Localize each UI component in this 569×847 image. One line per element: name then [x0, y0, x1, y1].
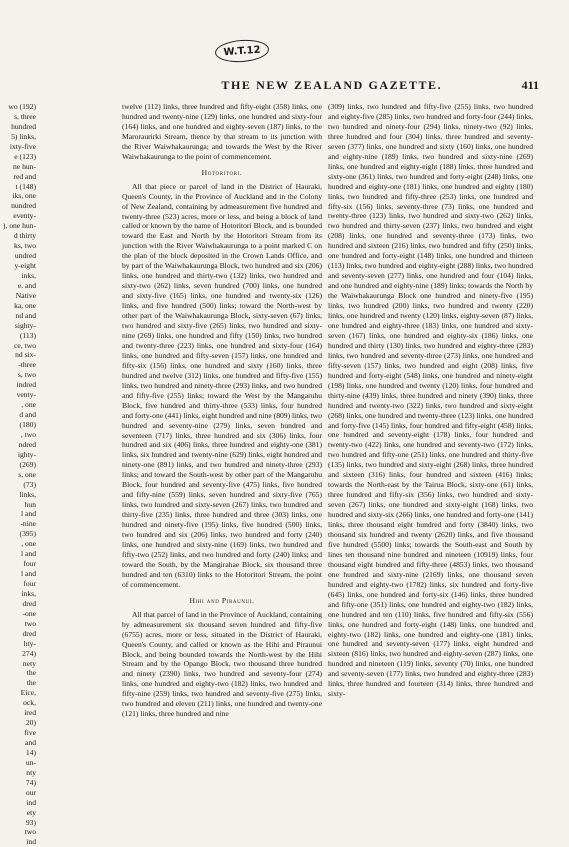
gutter-fragment: ka, one [14, 300, 36, 310]
gutter-fragment: nundred [11, 201, 36, 211]
gutter-fragment: two [24, 618, 36, 628]
section-paragraph-hotoritori: All that piece or parcel of land in the District of Hauraki, Queen's County, in the Province of Auckland and in the Colony of New Zealand, containing by admeasurement five hundred and twenty-three (523) acres, more or less, and being a block of land called or known by the name of Hotoritori Block, and is bounded toward the East and North by the Hotoritori Stream from its junction with the River Waiwhakaurunga to a point marked C on the plan of the block deposited in the Crown Lands Office, and by part of the Waiwhakaurunga Block, two hundred and six (206) links, one hundred and thirty-two (132) links, two hundred and sixty-two (262) links, seven hundred (700) links, one hundred and sixty-five (165) links, one hundred and twenty-six (126) links, and five hundred (500) links; toward the North-west by other part of the Waiwhakaurunga Block, sixty-seven (67) links, two hundred and sixty-five (265) links, two hundred and sixty-nine (269) links, one hundred and fifty (150) links, two hundred and twenty-three (223) links, one hundred and sixty-four (164) links, one hundred and fifty-seven (157) links, one hundred and fifty-six (156) links, one hundred and sixty (160) links, three hundred and twelve (312) links, one hundred and fifty-five (155) links, two hundred and ninety-three (293) links, and two hundred and fifty-five (255) links; toward the West by the Mangaruhu Block, five hundred and thirty-three (533) links, four hundred and forty-one (441) links, eight hundred and nine (809) links, two hundred and seventy-nine (279) links, seven hundred and seventeen (717) links, three hundred and six (306) links, four hundred and six (406) links, three hundred and eighty-one (381) links, six hundred and twenty-nine (629) links, eight hundred and ninety-one (891) links, and two hundred and ninety-three (293) links; and toward the South-west by other part of the Mangaruhu Block, four hundred and seventy-five (475) links, five hundred and fifty-nine (559) links, seven hundred and sixty-five (765) links, two hundred and sixty-seven (267) links, two hundred and thirty-five (235) links, three hundred and three (303) links, one hundred and ninety-five (195) links, five hundred (500) links, two hundred and six (206) links, two hundred and forty (240) links, one hundred and sixty-nine (169) links, two hundred and fifty-two (252) links, and two hundred and forty (240) links; and toward the South, by the Mangirahae Block, six thousand three hundred and ten (6310) links to the Hotoritori Stream, the point of commencement. [122, 181, 322, 589]
gutter-fragment: indred [16, 380, 36, 390]
gutter-fragment: our [25, 787, 36, 797]
gutter-fragment: s, three [14, 111, 36, 121]
gutter-fragment: red and [13, 171, 36, 181]
gutter-fragment: the [26, 678, 36, 688]
gutter-fragment: nty [26, 767, 36, 777]
gutter-fragment: inks, [21, 270, 36, 280]
gutter-fragment: -nine [20, 519, 36, 529]
gutter-fragment: 14) [25, 747, 36, 757]
gutter-fragment: ighty- [17, 449, 36, 459]
gutter-fragment: ety [26, 807, 36, 817]
gutter-fragment: l and [21, 549, 36, 559]
page-title: THE NEW ZEALAND GAZETTE. [221, 78, 443, 92]
gutter-fragment: hun [24, 499, 36, 509]
gutter-fragment: four [23, 579, 36, 588]
gutter-fragment: l and [21, 569, 36, 579]
gutter-fragment: (73) [23, 479, 36, 489]
gutter-fragment: -three [18, 360, 36, 370]
gutter-fragment: e (123) [14, 151, 36, 161]
gutter-fragment: -one [22, 608, 36, 618]
gutter-fragment: 20) [25, 718, 36, 728]
gutter-fragment: ndred [18, 439, 36, 449]
gutter-fragment: , one [21, 539, 36, 549]
gutter-fragment: dred [22, 598, 36, 608]
gutter-fragment: d thirty [13, 231, 36, 241]
opening-paragraph: twelve (112) links, three hundred and fifty-eight (358) links, one hundred and twenty-nine (129) links, one hundred and sixty-four (164) links, and one hundred and eighty-seven (187) links, to the Maroraurirki Stream, thence by that stream to its junction with the River Waiwhakaurunga; and towards the West by the River Waiwhakaurunga to the point of commencement. [122, 102, 322, 161]
gutter-fragment: four [23, 559, 36, 569]
gutter-fragment: venty- [16, 390, 36, 400]
gutter-fragment: nety [22, 658, 36, 668]
gutter-fragment: ind [26, 797, 36, 807]
gutter-fragment: t (148) [15, 181, 36, 191]
gutter-fragment: ind [26, 837, 36, 847]
gutter-fragment: un- [25, 757, 36, 767]
gutter-fragment: ock, [23, 698, 36, 708]
gutter-fragment: 5) links, [11, 131, 36, 141]
gutter-fragment: iks, one [12, 191, 36, 201]
gutter-fragment: , one [21, 400, 36, 410]
gutter-fragment: five [24, 728, 36, 738]
section-heading-hihi-piraunui: Hihi and Piraunui. [189, 595, 255, 605]
gutter-fragment: links, [19, 489, 36, 499]
gutter-fragment: y-eight [14, 261, 36, 270]
gutter-fragment: hty- [23, 638, 36, 648]
gutter-fragment: 74) [25, 777, 36, 787]
gutter-fragment: and [25, 738, 36, 747]
section-heading-hotoritori: Hotoritori. [201, 167, 243, 177]
gutter-fragment: (269) [19, 459, 36, 469]
gutter-fragment: two [24, 827, 36, 837]
left-column [122, 102, 322, 719]
gutter-fragment: sighty- [14, 320, 36, 330]
gutter-fragment: ne hun- [13, 161, 36, 171]
page-number: 411 [521, 78, 539, 92]
gutter-fragment: dred [22, 628, 36, 638]
gutter-fragment: (180) [19, 420, 36, 429]
page-header [122, 78, 539, 94]
section-paragraph-hihi-piraunui: All that parcel of land in the Province of Auckland, containing by admeasurement six thousand seven hundred and fifty-five (6755) acres, more or less, situated in the District of Hauraki, Queen's County, and called or known as the Hihi and Piraunui Block, and being bounded towards the North-west by the Hihi Stream and by the Opango Block, two thousand three hundred and ninety (2390) links, two hundred and seventy-four (274) links, one hundred and eighty-two (182) links, two hundred and fifty-nine (259) links, two hundred and seventy-five (275) links, two hundred and eleven (211) links, one hundred and twenty-one (121) links, three hundred and nine [122, 609, 322, 719]
gutter-fragment: Native [15, 290, 36, 300]
archive-stamp: W.T.12 [214, 38, 269, 64]
gutter-fragment: ce, two [14, 340, 36, 350]
gutter-fragment: ired [24, 708, 36, 718]
gutter-fragment: (113) [19, 330, 36, 340]
gutter-fragment: hundred [11, 121, 36, 131]
gutter-fragment: , two [20, 429, 36, 439]
gutter-fragment: nd six- [15, 350, 36, 360]
gutter-fragment: d and [19, 410, 36, 420]
gutter-fragment: (395) [19, 529, 36, 539]
gutter-fragment: ), one hun- [2, 221, 36, 231]
gutter-fragment: undred [14, 251, 36, 261]
gutter-fragment: s, two [17, 370, 36, 380]
gutter-fragment: l and [21, 509, 36, 519]
gutter-fragment: eventy- [13, 211, 36, 221]
previous-page-gutter [0, 102, 36, 847]
gutter-fragment: 93) [25, 817, 36, 827]
right-column [328, 102, 533, 699]
gutter-fragment: wo (192) [8, 102, 36, 111]
gutter-fragment: Eice, [20, 688, 36, 698]
gutter-fragment: e. and [17, 280, 36, 290]
gutter-fragment: the [26, 668, 36, 678]
gutter-fragment: s, one [18, 469, 36, 479]
right-column-paragraph: (309) links, two hundred and fifty-five (255) links, two hundred and eighty-five (285) links, two hundred and forty-four (244) links, two hundred and ninety-four (294) links, ninety-two (92) links, three hundred and four (304) links, three hundred and seventy-seven (377) links, one hundred and sixty (160) links, one hundred and eighty-nine (189) links, two hundred and sixty-nine (269) links, one hundred and eighty-eight (188) links, three hundred and sixty-one (361) links, two hundred and forty-eight (248) links, one hundred and eighty-one (181) links, one hundred and eighty (180) links, two hundred and fifty-three (253) links, one hundred and fifty-six (156) links, seventy-three (73) links, one hundred and twenty-three (123) links, two hundred and sixty-two (262) links, two hundred and thirty-seven (237) links, two hundred and eight (208) links, one hundred and seventy-three (173) links, two hundred and sixteen (216) links, two hundred and fifty (250) links, one hundred and forty-eight (148) links, one hundred and thirteen (113) links, two hundred and eighty-eight (288) links, two hundred and seventy-seven (277) links, one hundred and four (104) links, and one hundred and eighty-nine (189) links; towards the North by the Waiwhakaurunga Block one hundred and ninety-five (195) links, two hundred (200) links, two hundred and twenty (220) links, one hundred and twenty (120) links, eighty-seven (87) links, one hundred and eighty-three (183) links, one hundred and sixty-seven (167) links, one hundred and eighty-six (186) links, one hundred and thirty (130) links, two hundred and eighty-three (283) links, two hundred and seventy-three (273) links, one hundred and fifty-seven (157) links, two hundred and eight (208) links, five hundred and forty-eight (548) links, one hundred and ninety-eight (198) links, one hundred and twenty (120) links, four hundred and thirty-nine (439) links, three hundred and ninety (390) links, three hundred and twenty-two (322) links, two hundred and sixty-eight (268) links, one hundred and twenty-three (123) links, one hundred and forty-five (145) links, four hundred and fifty-eight (458) links, one hundred and seventy-eight (178) links, four hundred and twenty-two (422) links, one hundred and seventy-two (172) links, two hundred and fifty-one (251) links, one hundred and thirty-five (135) links, two hundred and sixty-eight (268) links, three hundred and sixteen (316) links, four hundred and sixteen (416) links; towards the North-east by the Tairua Block, sixty-one (61) links, three hundred and fifty-six (356) links, two hundred and sixty-seven (267) links, one hundred and sixty-eight (168) links, two hundred and sixty-six (266) links, one hundred and forty-one (141) links, three thousand eight hundred and forty (3840) links, two thousand six hundred and twenty (2620) links, and five thousand five hundred (5500) links; towards the South-east and South by lines ten thousand nine hundred and nineteen (10919) links, four thousand eight hundred and fifty-three (4853) links, two thousand one hundred and sixty-nine (2169) links, one thousand seven hundred and eighty-two (1782) links, six hundred and forty-five (645) links, one hundred and forty-six (146) links, three hundred and fifty-one (351) links, one hundred and eighty-two (182) links, one hundred and ten (110) links, five hundred and fifty-six (556) links, one hundred and forty-eight (148) links, one hundred and eighty-two (182) links, one hundred and eighty-one (181) links, one hundred and seventy-seven (177) links, eight hundred and sixteen (816) links, two hundred and eighty-seven (287) links, one hundred and nineteen (119) links, seventy (70) links, one hundred and seventy-seven (177) links, two hundred and eighty-three (283) links, three hundred and fourteen (314) links, three hundred and sixty- [328, 102, 533, 699]
gutter-fragment: nd and [15, 310, 36, 320]
gutter-fragment: inks, [21, 588, 36, 598]
gutter-fragment: 274) [22, 648, 36, 658]
gutter-fragment: ixty-five [9, 141, 36, 151]
gutter-fragment: ks, two [14, 241, 36, 251]
